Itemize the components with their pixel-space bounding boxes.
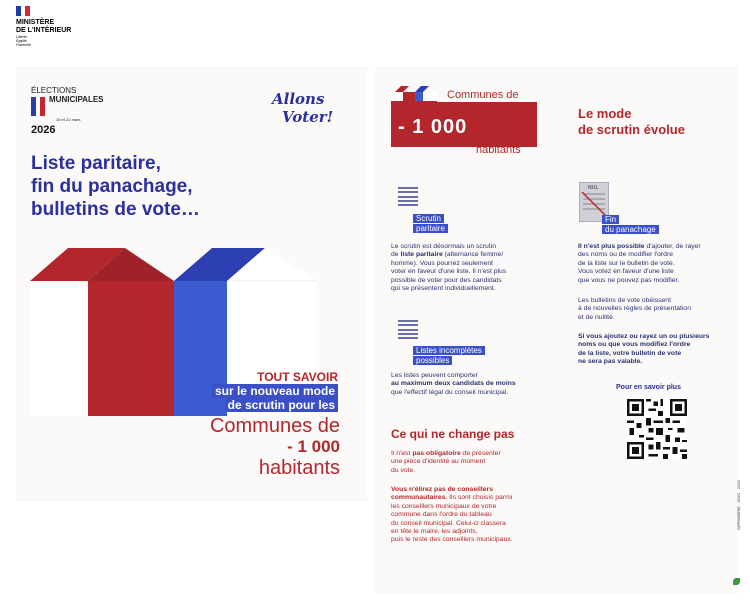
inside-communes-label: Communes de [447,89,519,101]
bulletins-rules-text: Les bulletins de vote obéissent à de nouvelles règles de présentation et de nullité. [578,297,691,321]
print-mention: IMPRIMERIE · SGIG · 2025 [736,480,741,530]
cover-headline: Liste paritaire, fin du panachage, bulletins de vote… [31,153,200,220]
ce-qui-ne-change-pas-title: Ce qui ne change pas [391,427,515,441]
tricolor-mark-icon [31,97,45,116]
ministry-name: MINISTÈRE DE L'INTÉRIEUR [16,19,72,34]
conseillers-text: Vous n'élirez pas de conseillers communautaires. Ils sont choisis parmi les conseillers municipaux de votre commune dans l'ordre du tableau du conseil municipal. Celui-ci classera en tête le maire, les adjoints, puis le reste des conseillers municipaux. [391,486,513,544]
scrutin-paritaire-tag: Scrutin paritaire [413,214,448,234]
leaf-icon [733,578,740,585]
bulletin-invalid-text: Si vous ajoutez ou rayez un ou plusieurs noms ou que vous modifiez l'ordre de la liste, votre bulletin de vote ne sera pas valable. [578,333,710,366]
mode-title: Le mode de scrutin évolue [578,106,685,137]
tout-savoir-block: TOUT SAVOIR sur le nouveau mode de scrutin pour les [160,370,338,412]
scrutin-paritaire-text: Le scrutin est désormais un scrutin de liste paritaire (alternance femme/ homme). Vous pourrez seulement voter en faveur d'une liste. Il n'est plus possible de voter pour des candidats qui se présentent individuellement. [391,243,507,293]
list-icon [398,320,418,339]
svg-text:NUL: NUL [588,185,599,191]
french-flag-icon [16,6,30,16]
listes-incompletes-tag: Listes incomplètes possibles [413,346,485,366]
election-dates: 15 et 22 mars [56,117,81,122]
slogan-line2: Voter! [282,108,334,126]
election-year: 2026 [31,124,56,136]
inside-habitants: habitants [476,144,521,156]
qr-code[interactable] [627,399,687,459]
allons-voter-logo [268,88,340,128]
ministry-logo [16,6,106,47]
inside-communes-number: - 1 000 [398,116,468,138]
fin-panachage-text: Il n'est plus possible d'ajouter, de rayer des noms ou de modifier l'ordre de la liste sur le bulletin de vote. Vous votez en faveur d'une liste que vous ne pouvez pas modifier. [578,243,701,284]
list-icon [398,187,418,206]
savoir-plus-label: Pour en savoir plus [616,384,681,391]
listes-incompletes-text: Les listes peuvent comporter au maximum deux candidats de moins que l'effectif légal du conseil municipal. [391,372,516,396]
piece-identite-text: Il n'est pas obligatoire de présenter une pièce d'identité au moment du vote. [391,450,501,474]
elections-label: ÉLECTIONS MUNICIPALES [31,86,104,104]
slogan-line1: Allons [272,90,325,108]
ministry-motto: Liberté Égalité Fraternité [16,35,31,47]
cover-communes: Communes de - 1 000 habitants [209,415,340,479]
fin-panachage-tag: Fin du panachage [602,215,659,235]
